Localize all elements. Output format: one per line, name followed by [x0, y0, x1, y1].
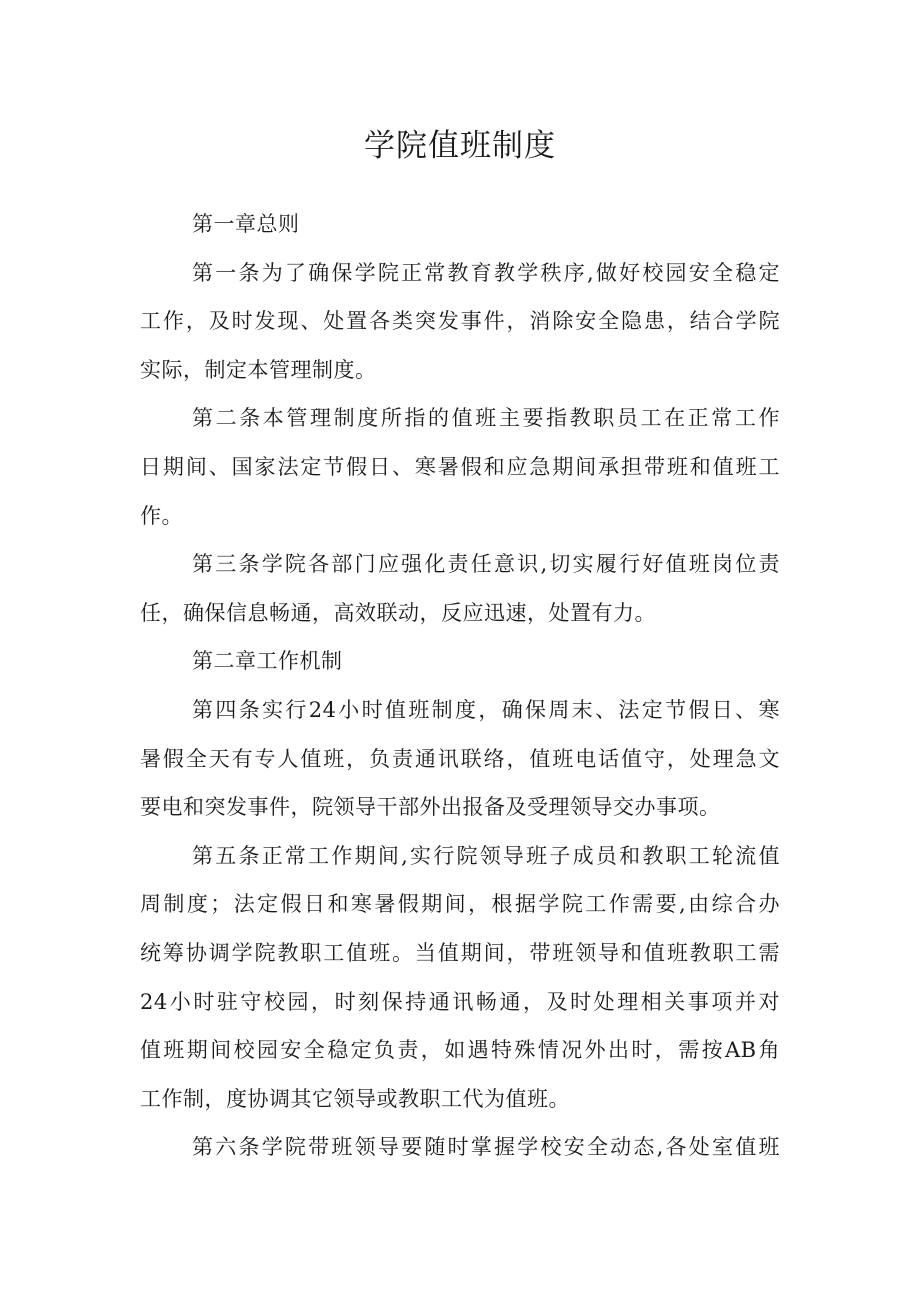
text-line: 24小时驻守校园，时刻保持通讯畅通，及时处理相关事项并对 [140, 989, 780, 1014]
text-line: 周制度；法定假日和寒暑假期间，根据学院工作需要,由综合办 [140, 892, 780, 917]
text-line: 第二章工作机制 [192, 649, 343, 674]
text-line: 第四条实行24小时值班制度，确保周末、法定节假日、寒 [192, 697, 780, 722]
text-line: 第一章总则 [192, 212, 300, 236]
text-line: 日期间、国家法定节假日、寒暑假和应急期间承担带班和值班工 [140, 454, 780, 479]
text-line: 作。 [140, 503, 183, 528]
text-line: 工作制，度协调其它领导或教职工代为值班。 [140, 1086, 570, 1111]
text-line: 实际，制定本管理制度。 [140, 357, 377, 382]
text-line: 统筹协调学院教职工值班。当值期间，带班领导和值班教职工需 [140, 940, 780, 965]
text-line: 暑假全天有专人值班，负责通讯联络，值班电话值守，处理急文 [140, 746, 780, 771]
text-line: 任，确保信息畅通，高效联动，反应迅速，处置有力。 [140, 600, 656, 625]
text-line: 工作，及时发现、处置各类突发事件，消除安全隐患，结合学院 [140, 309, 780, 334]
text-line: 要电和突发事件，院领导干部外出报备及受理领导交办事项。 [140, 795, 721, 820]
document-body [140, 200, 780, 1172]
text-line: 第六条学院带班领导要随时掌握学校安全动态,各处室值班 [192, 1135, 780, 1160]
document-title: 学院值班制度 [364, 128, 556, 164]
text-line: 第一条为了确保学院正常教育教学秩序,做好校园安全稳定 [192, 260, 780, 285]
text-line: 第五条正常工作期间,实行院领导班子成员和教职工轮流值 [192, 843, 780, 868]
text-line: 第三条学院各部门应强化责任意识,切实履行好值班岗位责 [192, 552, 780, 577]
text-line: 值班期间校园安全稳定负责，如遇特殊情况外出时，需按AB角 [140, 1038, 780, 1063]
text-line: 第二条本管理制度所指的值班主要指教职员工在正常工作 [192, 406, 780, 431]
